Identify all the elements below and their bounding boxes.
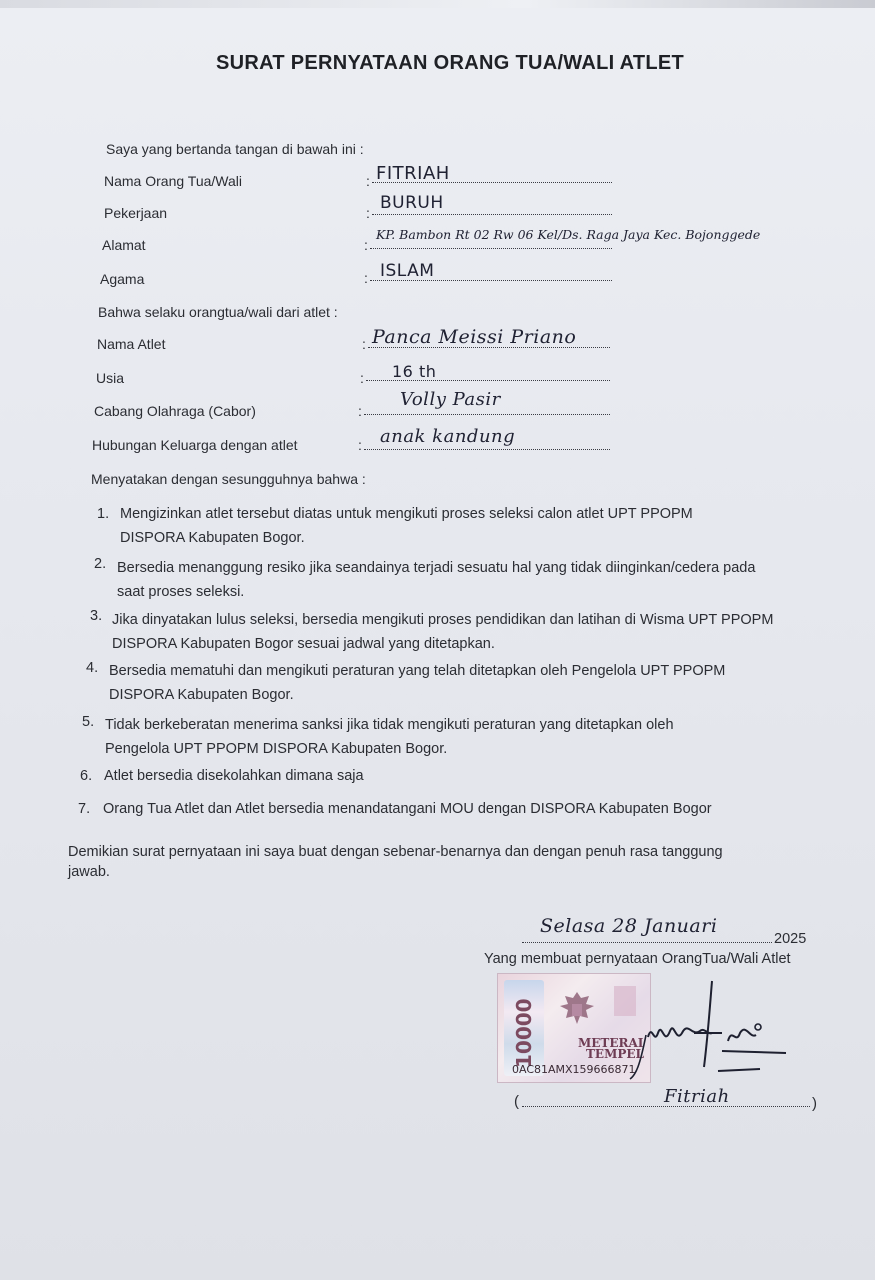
fill-line <box>364 449 610 450</box>
statement-item <box>105 713 749 761</box>
statement-line: DISPORA Kabupaten Bogor. <box>120 530 305 546</box>
field-label: Alamat <box>102 237 146 253</box>
field-value: FITRIAH <box>376 163 450 184</box>
date-year: 2025 <box>774 931 807 947</box>
statement-intro-text: Menyatakan dengan sesungguhnya bahwa : <box>91 471 366 487</box>
statement-line: Tidak berkeberatan menerima sanksi jika tidak mengikuti peraturan yang ditetapkan oleh <box>105 717 674 733</box>
field-label: Nama Atlet <box>97 336 166 352</box>
field-value: anak kandung <box>380 426 516 447</box>
closing-paragraph <box>68 842 814 882</box>
stamp-label-2: TEMPEL <box>586 1047 644 1061</box>
signature-caption: Yang membuat pernyataan OrangTua/Wali Atlet <box>484 951 791 967</box>
intro-text: Saya yang bertanda tangan di bawah ini : <box>106 141 364 157</box>
stamp-value: 10000 <box>512 998 536 1068</box>
statement-line: Jika dinyatakan lulus seleksi, bersedia mengikuti proses pendidikan dan latihan di Wisma UPT PPOPM <box>112 612 774 628</box>
page-top-edge <box>0 0 875 8</box>
field-value: BURUH <box>380 193 444 213</box>
stamp-label-1: METERAI <box>578 1036 644 1050</box>
field-value: 16 th <box>392 362 437 381</box>
statement-line: DISPORA Kabupaten Bogor sesuai jadwal yang ditetapkan. <box>112 636 495 652</box>
field-label: Cabang Olahraga (Cabor) <box>94 403 256 419</box>
statement-number: 1. <box>97 506 110 522</box>
closing-line: Demikian surat pernyataan ini saya buat dengan sebenar-benarnya dan dengan penuh rasa tanggung <box>68 844 723 860</box>
field-value: KP. Bambon Rt 02 Rw 06 Kel/Ds. Raga Jaya Kec. Bojonggede <box>376 227 761 242</box>
statement-item <box>103 797 783 821</box>
date-line <box>522 942 772 943</box>
statement-item <box>120 502 733 550</box>
date-handwritten: Selasa 28 Januari <box>540 915 718 937</box>
statement-number: 4. <box>86 660 99 676</box>
fill-line <box>372 214 612 215</box>
statement-line: Bersedia menanggung resiko jika seandainya terjadi sesuatu hal yang tidak diinginkan/cedera pada <box>117 560 756 576</box>
field-label: Usia <box>96 370 125 386</box>
handwritten-signature <box>600 975 800 1085</box>
statement-number: 7. <box>78 801 91 817</box>
stamp-serial: 0AC81AMX159666871 <box>512 1063 636 1076</box>
open-paren: ( <box>514 1093 519 1110</box>
name-handwritten: Fitriah <box>664 1086 730 1107</box>
athlete-intro-text: Bahwa selaku orangtua/wali dari atlet : <box>98 304 338 320</box>
fill-line <box>370 248 612 249</box>
closing-line: jawab. <box>68 864 110 880</box>
statement-line: Mengizinkan atlet tersebut diatas untuk mengikuti proses seleksi calon atlet UPT PPOPM <box>120 506 693 522</box>
statement-number: 2. <box>94 556 107 572</box>
statement-line: saat proses seleksi. <box>117 584 245 600</box>
statement-number: 3. <box>90 608 103 624</box>
statement-item <box>104 764 404 788</box>
statement-number: 5. <box>82 714 95 730</box>
field-value: Volly Pasir <box>400 389 501 410</box>
statement-number: 6. <box>80 768 93 784</box>
fill-line <box>364 414 610 415</box>
close-paren: ) <box>812 1095 817 1112</box>
field-value: ISLAM <box>380 261 435 281</box>
field-label: Nama Orang Tua/Wali <box>104 173 242 189</box>
statement-item <box>109 659 800 707</box>
statement-line: Orang Tua Atlet dan Atlet bersedia menandatangani MOU dengan DISPORA Kabupaten Bogor <box>103 801 712 817</box>
field-label: Pekerjaan <box>104 205 168 221</box>
field-value: Panca Meissi Priano <box>372 326 577 348</box>
field-label: Agama <box>100 271 145 287</box>
document-title: SURAT PERNYATAAN ORANG TUA/WALI ATLET <box>215 52 685 74</box>
statement-line: DISPORA Kabupaten Bogor. <box>109 687 294 703</box>
statement-line: Atlet bersedia disekolahkan dimana saja <box>104 768 364 784</box>
field-label: Hubungan Keluarga dengan atlet <box>92 437 298 453</box>
statement-item <box>117 556 777 604</box>
statement-item <box>112 608 802 656</box>
statement-line: Pengelola UPT PPOPM DISPORA Kabupaten Bogor. <box>105 741 448 757</box>
garuda-emblem-icon <box>556 988 598 1032</box>
statement-line: Bersedia mematuhi dan mengikuti peraturan yang telah ditetapkan oleh Pengelola UPT PPOPM <box>109 663 726 679</box>
